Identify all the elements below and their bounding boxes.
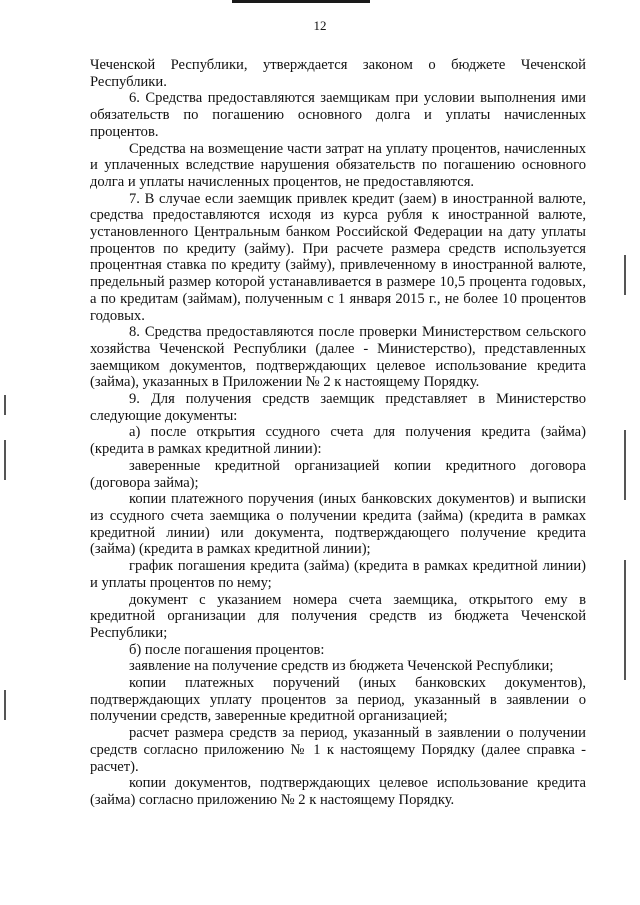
scan-mark [4, 395, 6, 415]
paragraph-11: б) после погашения процентов: [129, 641, 325, 658]
paragraph-13: копии платежных поручений (иных банковских документов), подтверждающих уплату процентов за период, указанный в заявлении о получении средств, заверенные кредитной организацией; [90, 675, 586, 725]
scan-mark [624, 560, 626, 680]
scan-mark [624, 430, 626, 500]
paragraph-10: документ с указанием номера счета заемщика, открытого ему в кредитной организации для получения средств из бюджета Чеченской Республики; [90, 591, 586, 641]
paragraph-8: копии платежного поручения (иных банковских документов) и выписки из ссудного счета заемщика о получении кредита (займа) (кредита в рамках кредитной линии) или документа, подтверждающего получение кредита (займа) (кредита в рамках кредитной линии); [90, 491, 586, 558]
paragraph-2: Средства на возмещение части затрат на уплату процентов, начисленных и уплаченных вследствие нарушения обязательств по погашению основного долга и уплаты начисленных процентов, не предоставляются. [90, 140, 586, 190]
paragraph-9: график погашения кредита (займа) (кредита в рамках кредитной линии) и уплаты процентов по нему; [90, 558, 586, 591]
paragraph-5: 9. Для получения средств заемщик представляет в Министерство следующие документы: [90, 391, 586, 424]
scan-mark [4, 440, 6, 480]
paragraph-4: 8. Средства предоставляются после проверки Министерством сельского хозяйства Чеченской Республики (далее - Министерство), представленных заемщиком документов, подтверждающих целевое использование кредита (займа), указанных в Приложении № 2 к настоящему Порядку. [90, 324, 586, 391]
scan-mark [624, 255, 626, 295]
paragraph-12: заявление на получение средств из бюджета Чеченской Республики; [129, 658, 554, 675]
paragraph-7: заверенные кредитной организацией копии кредитного договора (договора займа); [90, 457, 586, 491]
paragraph-1: 6. Средства предоставляются заемщикам при условии выполнения ими обязательств по погашению основного долга и уплаты начисленных процентов. [90, 90, 586, 140]
paragraph-0: Чеченской Республики, утверждается законом о бюджете Чеченской Республики. [90, 57, 586, 90]
paragraph-14: расчет размера средств за период, указанный в заявлении о получении средств согласно приложению № 1 к настоящему Порядку (далее справка - расчет). [90, 725, 586, 775]
scan-mark [4, 690, 6, 720]
document-body [90, 57, 586, 809]
paragraph-15: копии документов, подтверждающих целевое использование кредита (займа) согласно приложению № 2 к настоящему Порядку. [90, 775, 586, 808]
paragraph-6: а) после открытия ссудного счета для получения кредита (займа) (кредита в рамках кредитной линии): [90, 424, 586, 458]
paragraph-3: 7. В случае если заемщик привлек кредит (заем) в иностранной валюте, средства предоставляются исходя из курса рубля к иностранной валюте, установленного Центральным банком Российской Федерации на дату уплаты процентов по кредиту (займу). При расчете размера средств используется процентная ставка по кредиту (займу), привлеченному в иностранной валюте, предельный размер которой устанавливается в размере 10,5 процента годовых, а по кредитам (займам), полученным с 1 января 2015 г., не более 10 процентов годовых. [90, 190, 586, 324]
top-rule [232, 0, 370, 3]
page-number: 12 [313, 18, 327, 33]
